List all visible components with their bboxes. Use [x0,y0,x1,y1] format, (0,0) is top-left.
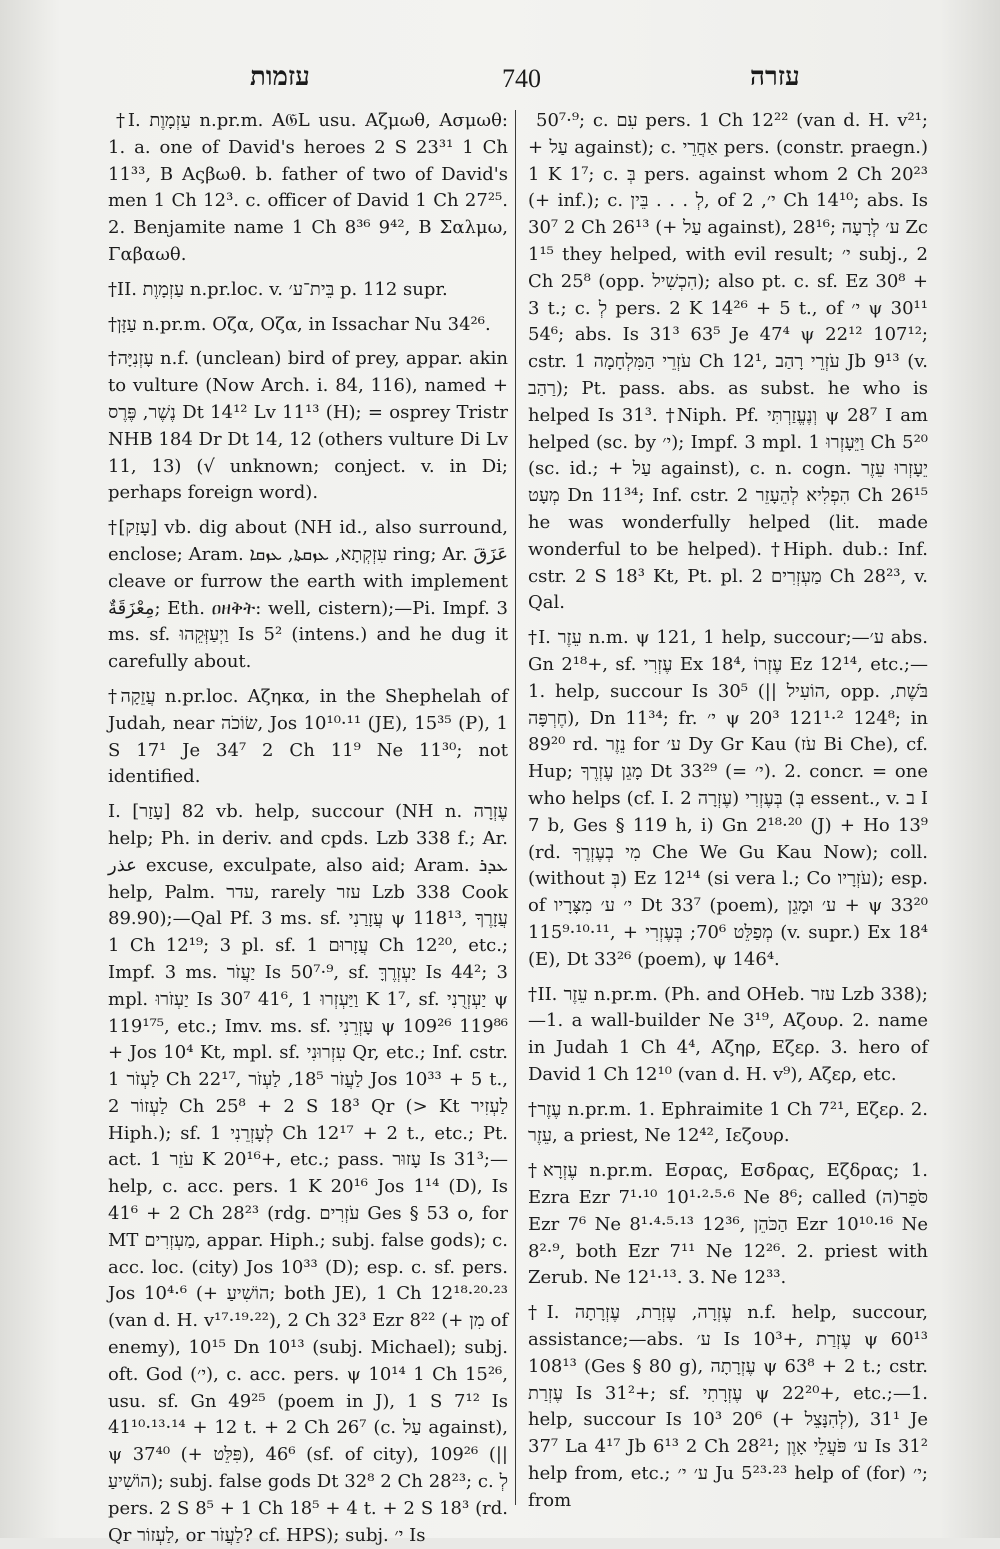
entry-ezer-name: †עֶזֶר n.pr.m. 1. Ephraimite 1 Ch 7²¹, Εζερ. 2. עֵזֶר, a priest, Ne 12⁴², Ιεζουρ. [528,1098,929,1147]
entry-ezer-name-2: †II. עֵזֶר n.pr.m. (Ph. and OHeb. עזר Lzb 338);—1. a wall-builder Ne 3¹⁹, Αζουρ. 2. name in Judah 1 Ch 4⁴, Αζηρ, Εζερ. 3. hero of David 1 Ch 12¹⁰ (van d. H. v⁹), Αζερ, etc. [528,983,928,1085]
entry-ezra: †עֶזְרָא n.pr.m. Εσρας, Εσδρας, Εζδρας; 1. Ezra Ezr 7¹·¹⁰ 10¹·²·⁵·⁶ Ne 8⁶; called (ה)סֹּפֵר Ezr 7⁶ Ne 8¹·⁴·⁵·¹³ 12³⁶, הַכֹּהֵן Ezr 10¹⁰·¹⁶ Ne 8²·⁹, both Ezr 7¹¹ Ne 12²⁶. 2. priest with Zerub. Ne 12¹·¹³. 3. Ne 12³³. [528,1160,929,1289]
right-running-headword: עזרה [750,62,800,92]
entry-azeqah: †עֲזֵקָה n.pr.loc. Αζηκα, in the Shephelah of Judah, near שׂוֹכֹה, Jos 10¹⁰·¹¹ (JE), 15³⁵ (P), 1 S 17¹ Je 34⁷ 2 Ch 11⁹ Ne 11³⁰; not identified. [108,685,508,788]
page-number: 740 [502,64,541,93]
entry-azzan: †עַזָּן n.pr.m. Οζα, Οζα, in Issachar Nu 34²⁶. [108,313,491,335]
page-header [110,62,930,102]
entry-ezer-noun: †I. עֵזֶר n.m. ψ 121, 1 help, succour;—ע׳ abs. Gn 2¹⁸+, sf. עֶזְרִי Ex 18⁴, עֶזְרוֹ Ez 12¹⁴, etc.;— 1. help, succour Is 30⁵ (|| הוֹעִיל, opp. בֹּשֶׁת, חֶרְפָּה), Dn 11³⁴; fr. י׳ ψ 20³ 121¹·² 124⁸; in 89²⁰ rd. נֵזֶר for ע׳ Dy Gr Kau (עֹז Bi Che), cf. Hup; מָגֵן עֶזְרֶךָ Dt 33²⁹ (= י׳). 2. concr. = one who helps (cf. I. עֶזְרָה 2) בְּעֶזְרִי (בְּ essent., v. ב I 7 b, Ges § 119 h, i) Gn 2¹⁸·²⁰ (J) + Ho 13⁹ (rd. מִי בְעֶזְרֶךָ Che We Gu Kau Now); coll. (without בְּ) Ez 12¹⁴ (si vera l.; Co עֹזְרָיו); esp. of י׳ ע׳ מִצָּרָיו Dt 33⁷ (poem), ע׳ וּמָגֵן + ψ 33²⁰ 115⁹·¹⁰·¹¹, + מְפַלֵּט 70⁶; בְּעֶזְרִי (v. supr.) Ex 18⁴ (E), Dt 33²⁶ (poem), ψ 146⁴. [528,627,929,970]
left-column [108,108,509,1546]
entry-azar-verb: I. [עָזַר] 82 vb. help, succour (NH n. עֶזְרָה help; Ph. in deriv. and cpds. Lzb 338 f.; Ar. عذر excuse, exculpate, also aid; Aram. ܥܕܪ help, Palm. עדר, rarely עזר Lzb 338 Cook 89.90);—Qal Pf. 3 ms. sf. עֲזָרַנִי ψ 118¹³, עֲזָרֶךָ 1 Ch 12¹⁹; 3 pl. sf. עֲזָרוּם 1 Ch 12²⁰, etc.; Impf. 3 ms. יַעֲזֹר Is 50⁷·⁹, sf. יַעְזְרֶךָּ Is 44²; 3 mpl. יַעְזֹרוּ Is 30⁷ 41⁶, וַיַּעְזְרוּ 1 K 1⁷, sf. יַעְזְרֻנִי ψ 119¹⁷⁵, etc.; Imv. ms. sf. עָזְרֵנִי ψ 109²⁶ 119⁸⁶ + Jos 10⁴ Kt, mpl. sf. עִזְרוּנִי Qr, etc.; Inf. cstr. לַעְזֹר 1 Ch 22¹⁷, לַעֲזֹר 18⁵, לַעְזֹר Jos 10³³ + 5 t., לַעְזוֹר 2 Ch 25⁸ + 2 S 18³ Qr (> Kt לַעְזִיר Hiph.); sf. לְעָזְרֵנִי 1 Ch 12¹⁷ + 2 t., etc.; Pt. act. עֹזֵר 1 K 20¹⁶+, etc.; pass. עָזוּר Is 31³;—help, c. acc. pers. 1 K 20¹⁶ Jos 1¹⁴ (D), Is 41⁶ + 2 Ch 28²³ (rdg. עֹזְרִים Ges § 53 o, for MT מַעְזְרִים, appar. Hiph.; subj. false gods); c. acc. loc. (city) Jos 10³³ (D); esp. c. sf. pers. Jos 10⁴·⁶ (+ הוֹשִׁיעַ; both JE), 1 Ch 12¹⁸·²⁰·²³ (van d. H. v¹⁷·¹⁹·²²), 2 Ch 32³ Ezr 8²² (+ מִן of enemy), 10¹⁵ Dn 10¹³ (subj. Michael); subj. oft. God (י׳), c. acc. pers. ψ 10¹⁴ 1 Ch 15²⁶, usu. sf. Gn 49²⁵ (poem in J), 1 S 7¹² Is 41¹⁰·¹³·¹⁴ + 12 t. + 2 Ch 26⁷ (c. עַל against), ψ 37⁴⁰ (+ פִּלֵּט), 46⁶ (sf. of city), 109²⁶ (|| הוֹשִׁיעַ); subj. false gods Dt 32⁸ 2 Ch 28²³; c. לְ pers. 2 S 8⁵ + 1 Ch 18⁵ + 4 t. + 2 S 18³ (rd. Qr לַעְזוֹר, or לַעֲזֹר? cf. HPS); subj. י׳ Is [108,801,509,1546]
entry-ezrah: †I. עֶזְרָה, עֶזְרַת, עֶזְרָתָה n.f. help, succour, assistance;—abs. ע׳ Is 10³+, עֶזְרַת ψ 60¹³ 108¹³ (Ges § 80 g), עֶזְרָתָה ψ 63⁸ + 2 t.; cstr. עֶזְרַת Is 31²+; sf. עֶזְרָתִי ψ 22²⁰+, etc.;—1. help, succour Is 10³ 20⁶ (+ לְהִנָּצֵל), 31¹ Je 37⁷ La 4¹⁷ Jb 6¹³ 2 Ch 28²¹; ע׳ פֹּעֲלֵי אָוֶן Is 31² help from, etc.; ע׳ י׳ Ju 5²³·²³ help of (for) י׳; from [528,1302,929,1511]
entry-azaq: †[עָזַק] vb. dig about (NH id., also surround, enclose; Aram. עִזְקְתָא, ܥܙܩܬܐ, ܥܙܩܐ ring; Ar. عَزَقَ cleave or furrow the earth with implement مِعْزَقَةٌ; Eth. ዐዘቅት: well, cistern);—Pi. Impf. 3 ms. sf. וַיְעַזְּקֵהוּ Is 5² (intens.) and he dug it carefully about. [108,517,509,673]
left-running-headword: עזמות [250,62,310,92]
entry-azar-continued: 50⁷·⁹; c. עִם pers. 1 Ch 12²² (van d. H. v²¹; + עַל against); c. אַחֲרֵי pers. (constr. praegn.) 1 K 1⁷; c. בְּ pers. against whom 2 Ch 20²³ (+ inf.); c. לְ . . . בֵּין, of י׳, 2 Ch 14¹⁰; abs. Is 30⁷ 2 Ch 26¹³ (+ עַל against), 28¹⁶; ע׳ לְרָעָה Zc 1¹⁵ they helped, with evil result; י׳ subj., 2 Ch 25⁸ (opp. הִכְשִׁיל); also pt. c. sf. Ez 30⁸ + 3 t.; c. לְ pers. 2 K 14²⁶ + 5 t., of י׳ ψ 30¹¹ 54⁶; abs. Is 31³ 63⁵ Je 47⁴ ψ 22¹² 107¹²; cstr. עֹזְרֵי הַמִּלְחָמָה 1 Ch 12¹, עֹזְרֵי רָהַב Jb 9¹³ (v. רַהַב); Pt. pass. abs. as subst. he who is helped Is 31³. †Niph. Pf. וְנֶעֱזַרְתִּי ψ 28⁷ I am helped (sc. by י׳); Impf. 3 mpl. וַיֵּעָזְרוּ 1 Ch 5²⁰ (sc. id.; + עַל against), c. n. cogn. יֵעָזְרוּ עֵזֶר מְעָט Dn 11³⁴; Inf. cstr. הִפְלִיא לְהֵעָזֵר 2 Ch 26¹⁵ he was wonderfully helped (lit. made wonderful to be helped). †Hiph. dub.: Inf. cstr. 2 S 18³ Kt, Pt. pl. מַעְזְרִים 2 Ch 28²³, v. Qal. [528,110,929,614]
column-divider [515,110,516,1505]
entry-azmaveth-2: †II. עַזְמָוֶת n.pr.loc. v. בֵּית־ע׳ p. 112 supr. [108,278,448,300]
right-column [528,108,929,1511]
entry-azmaveth-1: †I. עַזְמָוֶת n.pr.m. A𝔊L usu. Αζμωθ, Ασμωθ: 1. a. one of David's heroes 2 S 23³¹ 1 Ch 11³³, B Αςβωθ. b. father of two of David's men 1 Ch 12³. c. officer of David 1 Ch 27²⁵. 2. Benjamite name 1 Ch 8³⁶ 9⁴², B Σαλμω, Γαβαωθ. [108,110,508,265]
entry-ozniyyah: †עָזְנִיָּה n.f. (unclean) bird of prey, appar. akin to vulture (Now Arch. i. 84, 116), named + נֶשֶׁר, פֶּרֶס Dt 14¹² Lv 11¹³ (H); = osprey Tristr NHB 184 Dr Dt 14, 12 (others vulture Di Lv 11, 13) (√ unknown; conject. v. in Di; perhaps foreign word). [108,348,509,504]
